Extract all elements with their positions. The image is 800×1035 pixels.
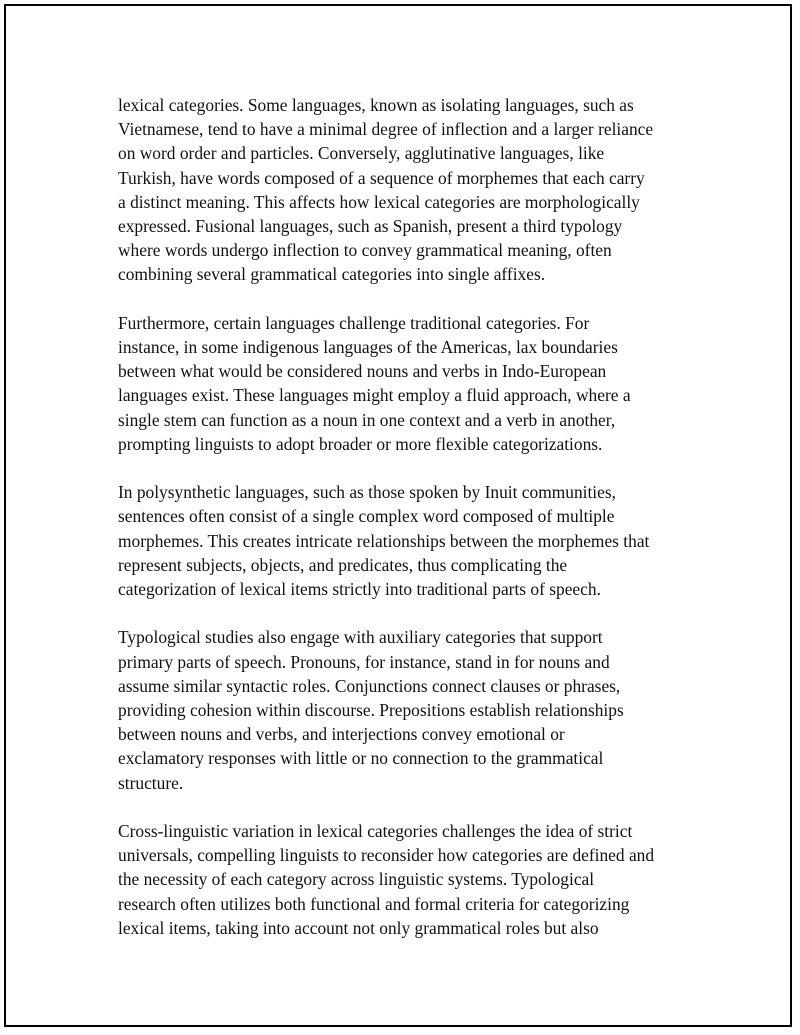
document-body	[118, 93, 703, 964]
paragraph-polysynthetic: In polysynthetic languages, such as those spoken by Inuit communities, sentences often consist of a single complex word composed of multiple morphemes. This creates intricate relationships between the morphemes that represent subjects, objects, and predicates, thus complicating the categorization of lexical items strictly into traditional parts of speech.	[118, 482, 650, 600]
paragraph-auxiliary-categories: Typological studies also engage with auxiliary categories that support primary parts of speech. Pronouns, for instance, stand in for nouns and assume similar syntactic roles. Conjunctions connect clauses or phrases, providing cohesion within discourse. Prepositions establish relationships between nouns and verbs, and interjections convey emotional or exclamatory responses with little or no connection to the grammatical structure.	[118, 627, 624, 793]
paragraph-challenging-categories: Furthermore, certain languages challenge traditional categories. For instance, in some indigenous languages of the Americas, lax boundaries between what would be considered nouns and verbs in Indo-European languages exist. These languages might employ a fluid approach, where a single stem can function as a noun in one context and a verb in another, prompting linguists to adopt broader or more flexible categorizations.	[118, 312, 631, 454]
paragraph-cross-linguistic: Cross-linguistic variation in lexical categories challenges the idea of strict universals, compelling linguists to reconsider how categories are defined and the necessity of each category across linguistic systems. Typological research often utilizes both functional and formal criteria for categorizing lexical items, taking into account not only grammatical roles but also	[118, 821, 655, 938]
paragraph-lexical-typology: lexical categories. Some languages, known as isolating languages, such as Vietnamese, tend to have a minimal degree of inflection and a larger reliance on word order and particles. Conversely, agglutinative languages, like Turkish, have words composed of a sequence of morphemes that each carry a distinct meaning. This affects how lexical categories are morphologically expressed. Fusional languages, such as Spanish, present a third typology where words undergo inflection to convey grammatical meaning, often combining several grammatical categories into single affixes.	[118, 95, 654, 285]
